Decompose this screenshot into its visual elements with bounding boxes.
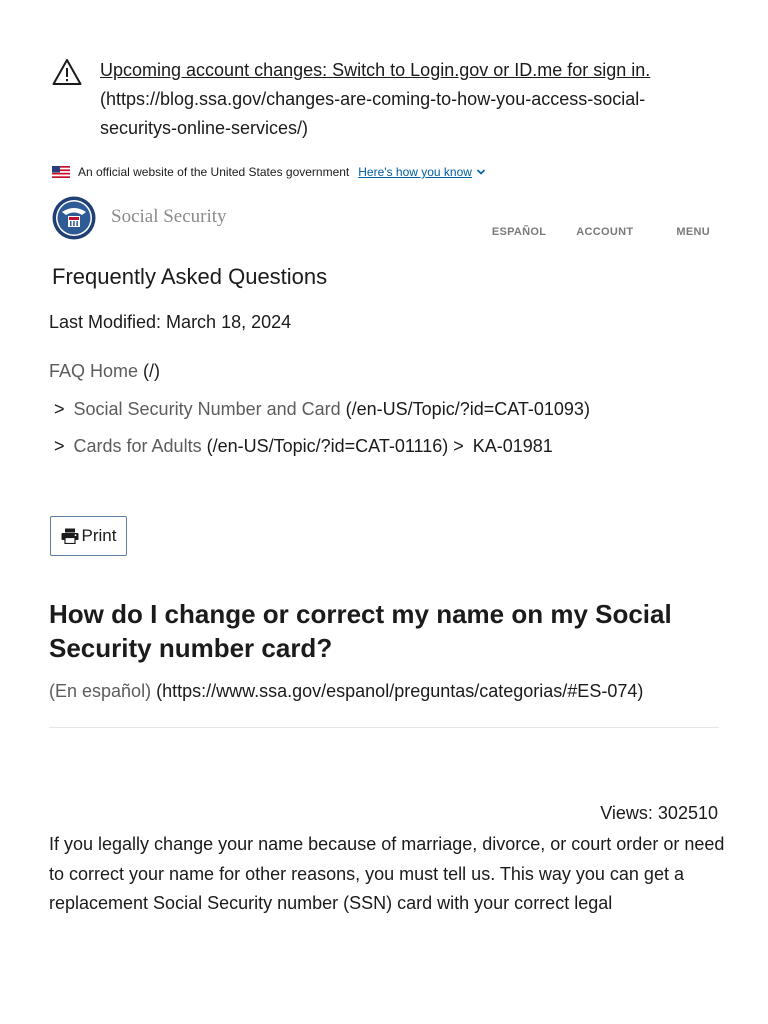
breadcrumb-home — [49, 361, 160, 382]
breadcrumb-ssn-card-link[interactable]: Social Security Number and Card — [73, 399, 341, 419]
site-header — [52, 196, 722, 242]
espanol-line — [49, 681, 643, 702]
article-question: How do I change or correct my name on my Social Security number card? — [49, 599, 672, 663]
alert-url: (https://blog.ssa.gov/changes-are-coming-to-how-you-access-social-securitys-online-services/) — [100, 89, 646, 138]
breadcrumb-home-link[interactable]: FAQ Home — [49, 361, 139, 381]
breadcrumb-cards-adults-link[interactable]: Cards for Adults — [73, 436, 202, 456]
breadcrumb-article-id: KA-01981 — [472, 436, 553, 456]
how-you-know-link[interactable] — [358, 165, 486, 179]
gov-banner-text: An official website of the United States government — [78, 165, 350, 179]
espanol-link[interactable]: (En español) — [49, 681, 152, 701]
header-nav — [492, 226, 710, 238]
breadcrumb-separator: > — [54, 436, 65, 456]
how-you-know-label: Here's how you know — [358, 165, 472, 179]
ssa-seal-logo[interactable] — [52, 196, 96, 240]
alert-text — [100, 56, 700, 143]
last-modified: Last Modified: March 18, 2024 — [49, 312, 292, 332]
breadcrumb-separator: > — [453, 436, 464, 456]
brand-name[interactable]: Social Security — [111, 206, 227, 227]
divider — [49, 727, 719, 728]
nav-account[interactable]: ACCOUNT — [576, 226, 634, 238]
warning-triangle-icon — [52, 58, 82, 86]
page-title: Frequently Asked Questions — [52, 264, 328, 289]
print-label: Print — [81, 526, 117, 545]
alert-link[interactable]: Upcoming account changes: Switch to Login.gov or ID.me for sign in. — [100, 60, 651, 80]
print-button[interactable] — [50, 516, 127, 556]
nav-espanol[interactable]: ESPAÑOL — [491, 226, 547, 238]
breadcrumb-cards-adults — [54, 436, 553, 457]
gov-banner — [52, 163, 486, 181]
breadcrumb-ssn-card-url: (/en-US/Topic/?id=CAT-01093) — [345, 399, 590, 419]
breadcrumb-separator: > — [54, 399, 65, 419]
view-count: Views: 302510 — [600, 803, 718, 823]
nav-menu[interactable]: MENU — [676, 226, 710, 238]
espanol-url: (https://www.ssa.gov/espanol/preguntas/categorias/#ES-074) — [156, 681, 644, 701]
article-body: If you legally change your name because of marriage, divorce, or court order or need to correct your name for other reasons, you must tell us. This way you can get a replacement Social Security number (SSN) card with your correct legal — [49, 834, 725, 913]
us-flag-icon — [52, 166, 70, 178]
breadcrumb-ssn-card — [54, 399, 590, 420]
breadcrumb-home-url: (/) — [143, 361, 161, 381]
printer-icon — [61, 528, 79, 544]
chevron-down-icon — [476, 168, 486, 176]
breadcrumb-cards-adults-url: (/en-US/Topic/?id=CAT-01116) — [206, 436, 449, 456]
